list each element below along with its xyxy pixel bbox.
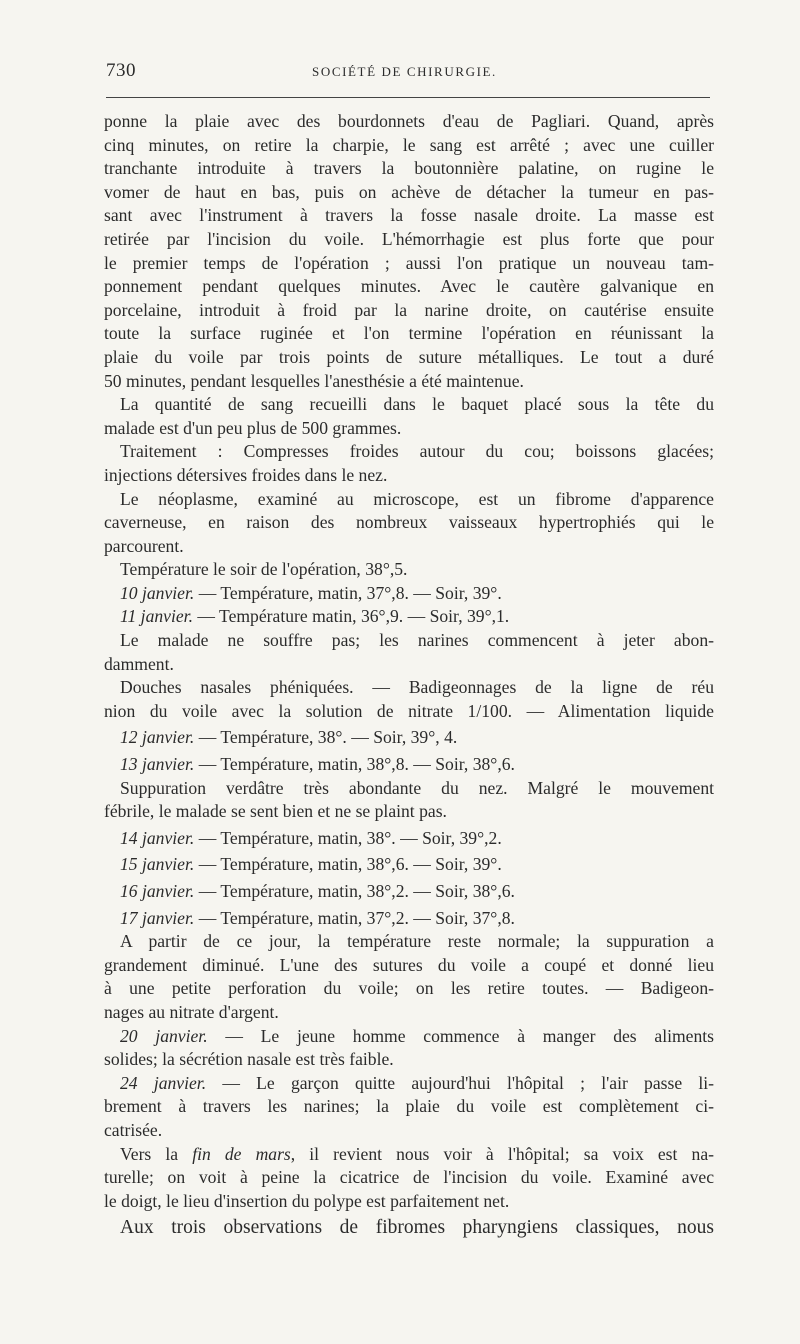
text-line: le premier temps de l'opération ; aussi l'on pratique un nouveau tam- <box>104 252 714 273</box>
text-line: à une petite perforation du voile; on les retire toutes. — Badigeon- <box>104 978 714 999</box>
diary-entry <box>104 827 714 851</box>
text-line: ponne la plaie avec des bourdonnets d'eau de Pagliari. Quand, après <box>104 111 714 131</box>
text-line: fébrile, le malade se sent bien et ne se plaint pas. <box>104 801 447 822</box>
entry-text: — Température, matin, 38°,8. — Soir, 38°,6. <box>198 754 515 775</box>
text-line: Traitement : Compresses froides autour du cou; boissons glacées; <box>120 441 714 462</box>
text-line: parcourent. <box>104 535 184 556</box>
entry-date: 10 janvier. <box>120 582 195 603</box>
text-line: Le néoplasme, examiné au microscope, est un fibrome d'apparence <box>120 488 714 509</box>
text-line: Le malade ne souffre pas; les narines commencent à jeter abon- <box>120 630 714 651</box>
entry-date: 16 janvier. <box>120 881 195 901</box>
text-line: damment. <box>104 653 174 674</box>
entry-date: 17 janvier. <box>120 907 195 928</box>
text-fragment: Vers la <box>120 1143 179 1164</box>
text-line: Aux trois observations de fibromes pharyngiens classiques, nous <box>120 1217 714 1239</box>
text-line: ponnement pendant quelques minutes. Avec le cautère galvanique en <box>104 276 714 297</box>
entry-text: — Température matin, 36°,9. — Soir, 39°,1. <box>197 606 510 627</box>
entry-date: 15 janvier. <box>120 854 195 875</box>
text-line: grandement diminué. L'une des sutures du voile a coupé et donné lieu <box>104 954 714 975</box>
text-line: porcelaine, introduit à froid par la narine droite, on cautérise ensuite <box>104 299 714 320</box>
entry-date: 13 janvier. <box>120 754 195 775</box>
entry-text: — Le jeune homme commence à manger des aliments <box>225 1025 714 1046</box>
text-line: nion du voile avec la solution de nitrate 1/100. — Alimentation liquide <box>104 700 714 721</box>
diary-entry <box>104 605 714 629</box>
text-line: A partir de ce jour, la température reste normale; la suppuration a <box>120 931 714 952</box>
text-line: le doigt, le lieu d'insertion du polype est parfaitement net. <box>104 1190 510 1211</box>
entry-text: — Température, matin, 38°,6. — Soir, 39°. <box>198 854 502 875</box>
entry-date: 12 janvier. <box>120 727 195 748</box>
text-line: nages au nitrate d'argent. <box>104 1001 279 1022</box>
diary-entry <box>104 907 714 931</box>
text-line: 50 minutes, pendant lesquelles l'anesthésie a été maintenue. <box>104 370 524 391</box>
diary-entry <box>104 1025 714 1049</box>
text-line: malade est d'un peu plus de 500 grammes. <box>104 417 402 438</box>
text-line: cinq minutes, on retire la charpie, le sang est arrêté ; avec une cuiller <box>104 134 714 155</box>
entry-text: — Température, matin, 38°. — Soir, 39°,2. <box>198 827 502 848</box>
entry-date: fin de mars <box>192 1143 291 1164</box>
diary-entry <box>104 753 714 777</box>
entry-text: — Température, 38°. — Soir, 39°, 4. <box>198 727 458 748</box>
entry-text: — Température, matin, 37°,8. — Soir, 39°. <box>198 582 502 603</box>
text-line: Suppuration verdâtre très abondante du nez. Malgré le mouvement <box>120 777 714 798</box>
text-line: caverneuse, en raison des nombreux vaisseaux hypertrophiés qui le <box>104 512 714 533</box>
entry-text: — Température, matin, 37°,2. — Soir, 37°,8. <box>198 907 515 928</box>
text-line: toute la surface ruginée et l'on termine l'opération en réunissant la <box>104 323 714 344</box>
text-line: Douches nasales phéniquées. — Badigeonnages de la ligne de réu <box>120 677 714 698</box>
entry-date: 20 janvier. <box>120 1025 208 1046</box>
text-line: plaie du voile par trois points de suture métalliques. Le tout a duré <box>104 346 714 367</box>
diary-entry <box>104 726 714 750</box>
header-rule <box>106 97 710 98</box>
text-line: tranchante introduite à travers la boutonnière palatine, on rugine le <box>104 158 714 179</box>
diary-entry <box>104 853 714 877</box>
text-line: turelle; on voit à peine la cicatrice de l'incision du voile. Examiné avec <box>104 1167 714 1188</box>
text-line: Température le soir de l'opération, 38°,5. <box>120 559 408 580</box>
text-line: vomer de haut en bas, puis on achève de détacher la tumeur en pas- <box>104 181 714 202</box>
text-fragment: , il revient nous voir à l'hôpital; sa voix est na- <box>290 1143 714 1164</box>
running-title: SOCIÉTÉ DE CHIRURGIE. <box>312 64 497 79</box>
text-line: retirée par l'incision du voile. L'hémorrhagie est plus forte que pour <box>104 228 714 249</box>
text-line: catrisée. <box>104 1119 163 1140</box>
diary-entry <box>104 1072 714 1096</box>
entry-date: 11 janvier. <box>120 606 193 627</box>
text-line: sant avec l'instrument à travers la fosse nasale droite. La masse est <box>104 205 714 226</box>
text-line: brement à travers les narines; la plaie du voile est complètement ci- <box>104 1096 714 1117</box>
text-line <box>104 1143 714 1167</box>
entry-date: 14 janvier. <box>120 827 195 848</box>
body-text <box>104 110 714 1241</box>
diary-entry <box>104 880 714 904</box>
text-line: injections détersives froides dans le nez. <box>104 464 388 485</box>
text-line: La quantité de sang recueilli dans le baquet placé sous la tête du <box>120 394 714 415</box>
entry-text: — Température, matin, 38°,2. — Soir, 38°,6. <box>198 881 515 901</box>
text-line: solides; la sécrétion nasale est très faible. <box>104 1049 394 1070</box>
entry-date: 24 janvier. <box>120 1072 207 1093</box>
page-number: 730 <box>106 60 136 81</box>
entry-text: — Le garçon quitte aujourd'hui l'hôpital ; l'air passe li- <box>222 1072 714 1093</box>
diary-entry <box>104 582 714 606</box>
